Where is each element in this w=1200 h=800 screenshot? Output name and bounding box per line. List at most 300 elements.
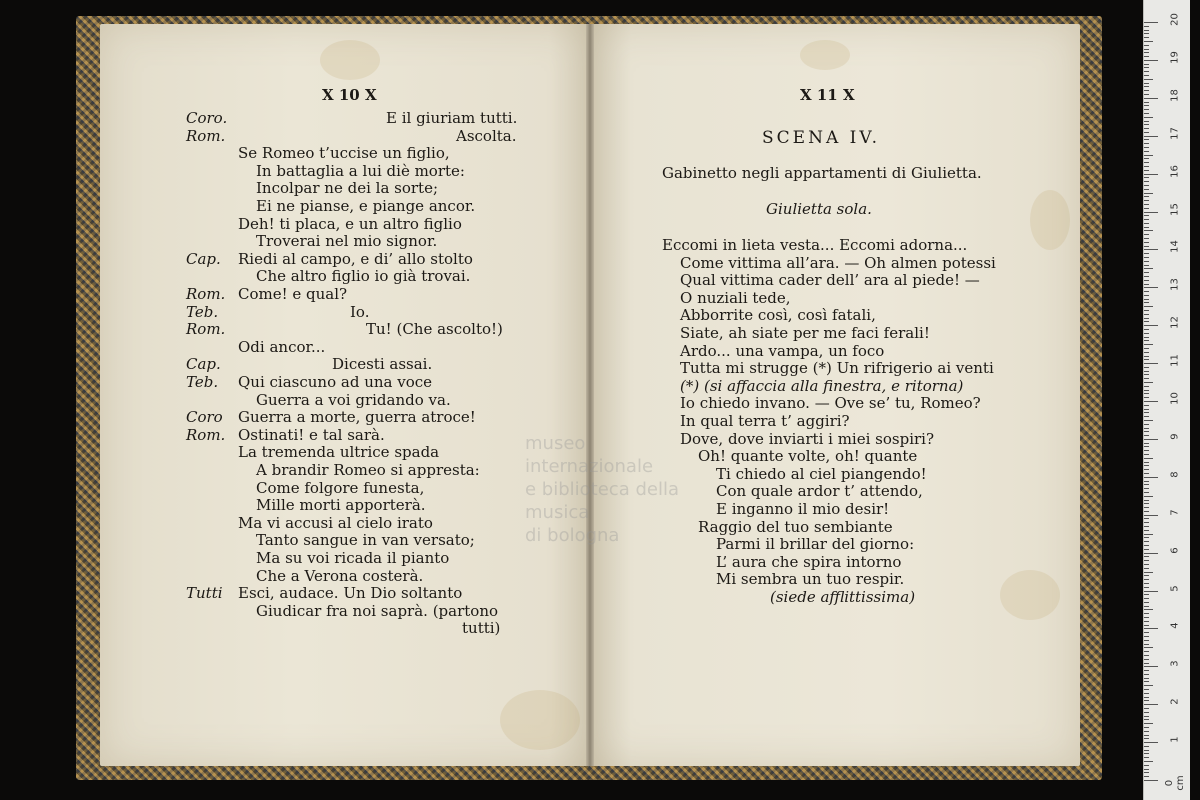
ruler-tick <box>1144 219 1149 220</box>
ruler-tick <box>1144 606 1149 607</box>
ruler-tick <box>1144 738 1149 739</box>
ruler-tick <box>1144 776 1149 777</box>
verse-line: Come! e qual? <box>238 285 348 303</box>
ruler-tick <box>1144 105 1149 106</box>
ruler-tick <box>1144 757 1149 758</box>
verse-line: Riedi al campo, e di’ allo stolto <box>238 249 473 268</box>
ruler-label: 4 <box>1169 622 1181 630</box>
ruler-tick <box>1144 174 1158 175</box>
verse-line: Esci, audace. Un Dio soltanto <box>238 584 463 603</box>
ruler-tick <box>1144 329 1149 330</box>
verse-line: Come vittima all’ara. — Oh almen potessi <box>680 253 996 272</box>
watermark-line: di bologna <box>525 525 620 546</box>
ruler-tick <box>1144 469 1149 470</box>
ruler-tick <box>1144 79 1153 80</box>
verse-line: Qual vittima cader dell’ ara al piede! — <box>680 271 980 290</box>
book-gutter <box>586 24 594 766</box>
ruler-tick <box>1144 712 1149 713</box>
verse-line: Guerra a morte, guerra atroce! <box>238 408 476 427</box>
verse-line: Ma su voi ricada il pianto <box>256 549 450 567</box>
ruler-tick <box>1144 545 1149 546</box>
verse-line: O nuziali tede, <box>680 288 791 307</box>
ruler-tick <box>1144 45 1149 46</box>
verse-line: Tutta mi strugge (*) Un rifrigerio ai venti <box>680 359 994 378</box>
ruler-tick <box>1144 234 1149 235</box>
verse-line: Mi sembra un tuo respir. <box>716 570 905 589</box>
ruler-tick <box>1144 83 1149 84</box>
verse-line: Deh! ti placa, e un altro figlio <box>238 214 462 233</box>
left-page-folio: X 10 X <box>322 86 377 104</box>
ruler-label: 5 <box>1169 584 1181 592</box>
ruler-tick <box>1144 193 1153 194</box>
ruler-tick <box>1144 450 1149 451</box>
ruler-tick <box>1144 71 1149 72</box>
ruler-tick <box>1144 663 1149 664</box>
ruler-tick <box>1144 268 1153 269</box>
ruler-tick <box>1144 306 1153 307</box>
ruler-tick <box>1144 655 1149 656</box>
ruler-tick <box>1144 723 1153 724</box>
verse-line: Io chiedo invano. — Ove se’ tu, Romeo? <box>680 394 981 413</box>
ruler-label: 20 <box>1169 13 1181 26</box>
ruler-tick <box>1144 473 1149 474</box>
verse-line: In qual terra t’ aggiri? <box>680 412 850 430</box>
ruler-tick <box>1144 86 1149 87</box>
ruler-tick <box>1144 769 1149 770</box>
verse-line: Qui ciascuno ad una voce <box>238 373 433 391</box>
verse-line: Io. <box>350 302 370 321</box>
ruler-tick <box>1144 166 1149 167</box>
ruler-tick <box>1144 302 1149 303</box>
ruler-tick <box>1144 340 1149 341</box>
ruler-tick <box>1144 488 1149 489</box>
ruler-tick <box>1144 386 1149 387</box>
verse-line: Raggio del tuo sembiante <box>698 517 893 536</box>
ruler-tick <box>1144 276 1149 277</box>
verse-line: Giudicar fra noi saprà. (partono <box>256 601 499 620</box>
ruler-tick <box>1144 139 1149 140</box>
speaker-label: Cap. <box>186 355 221 374</box>
ruler-label: 13 <box>1169 278 1181 292</box>
ruler-tick <box>1144 424 1149 425</box>
ruler-tick <box>1144 242 1149 243</box>
verse-line: L’ aura che spira intorno <box>716 552 902 571</box>
ruler-tick <box>1144 462 1149 463</box>
verse-line: Tanto sangue in van versato; <box>256 531 475 550</box>
ruler-label: 0 cm <box>1164 775 1186 791</box>
ruler-tick <box>1144 280 1149 281</box>
ruler-tick <box>1144 556 1149 557</box>
verse-line: Ascolta. <box>456 126 517 145</box>
ruler-tick <box>1144 393 1149 394</box>
verse-line: Troverai nel mio signor. <box>256 232 438 251</box>
ruler-tick <box>1144 526 1149 527</box>
ruler-tick <box>1144 117 1153 118</box>
watermark <box>525 432 685 547</box>
ruler-tick <box>1144 681 1149 682</box>
ruler-tick <box>1144 537 1149 538</box>
ruler-tick <box>1144 685 1153 686</box>
verse-line: Incolpar ne dei la sorte; <box>256 179 439 198</box>
ruler-tick <box>1144 151 1149 152</box>
ruler-tick <box>1144 405 1149 406</box>
ruler-tick <box>1144 632 1149 633</box>
ruler-label: 12 <box>1169 316 1181 330</box>
verse-line: tutti) <box>462 619 501 638</box>
verse-line: Guerra a voi gridando va. <box>256 390 451 409</box>
ruler-tick <box>1144 534 1153 535</box>
verse-line: Tu! (Che ascolto!) <box>366 320 503 339</box>
ruler-tick <box>1144 227 1149 228</box>
ruler-tick <box>1144 56 1149 57</box>
ruler-tick <box>1144 344 1153 345</box>
verse-line: E inganno il mio desir! <box>716 500 890 518</box>
verse-line: Eccomi in lieta vesta... Eccomi adorna... <box>662 236 968 254</box>
ruler-tick <box>1144 780 1158 781</box>
verse-line: Ma vi accusi al cielo irato <box>238 513 433 532</box>
ruler-tick <box>1144 651 1149 652</box>
ruler-tick <box>1144 94 1149 95</box>
scene-heading: SCENA IV. <box>762 128 881 148</box>
speaker-label: Rom. <box>186 285 226 303</box>
ruler-tick <box>1144 367 1149 368</box>
ruler-tick <box>1144 359 1149 360</box>
speaker-label: Cap. <box>186 249 221 268</box>
ruler-tick <box>1144 409 1149 410</box>
verse-line: La tremenda ultrice spada <box>238 443 440 462</box>
verse-line: (siede afflittissima) <box>770 588 916 606</box>
ruler-tick <box>1144 215 1149 216</box>
ruler-tick <box>1144 49 1149 50</box>
ruler-tick <box>1144 124 1149 125</box>
verse-line: Odi ancor... <box>238 337 326 356</box>
ruler-tick <box>1144 67 1149 68</box>
ruler-label: 1 <box>1169 736 1181 743</box>
speaker-label: Teb. <box>186 373 219 391</box>
verse-line: Ti chiedo al ciel piangendo! <box>716 464 927 483</box>
verse-line: Abborrite così, così fatali, <box>680 306 876 325</box>
ruler-tick <box>1144 666 1158 667</box>
ruler-tick <box>1144 700 1149 701</box>
ruler-tick <box>1144 693 1149 694</box>
paper-stain <box>1000 570 1060 620</box>
verse-line: Dove, dove inviarti i miei sospiri? <box>680 429 934 448</box>
ruler-tick <box>1144 299 1149 300</box>
verse-line: (*) (si affaccia alla finestra, e ritorna) <box>680 376 964 395</box>
ruler-tick <box>1144 439 1158 440</box>
ruler-tick <box>1144 113 1149 114</box>
ruler-tick <box>1144 253 1149 254</box>
character-direction: Giulietta sola. <box>766 200 872 218</box>
ruler-tick <box>1144 496 1153 497</box>
verse-line: Che altro figlio io già trovai. <box>256 267 471 286</box>
right-page-folio: X 11 X <box>800 86 855 104</box>
ruler-tick <box>1144 583 1149 584</box>
ruler-tick <box>1144 378 1149 379</box>
ruler-label: 19 <box>1169 51 1181 64</box>
ruler-tick <box>1144 731 1149 732</box>
ruler-tick <box>1144 465 1149 466</box>
ruler-tick <box>1144 30 1149 31</box>
ruler-tick <box>1144 609 1153 610</box>
ruler-tick <box>1144 492 1149 493</box>
ruler-tick <box>1144 382 1153 383</box>
ruler-tick <box>1144 674 1149 675</box>
ruler-tick <box>1144 765 1149 766</box>
ruler-tick <box>1144 325 1158 326</box>
verse-line: Siate, ah siate per me faci ferali! <box>680 324 930 342</box>
ruler-tick <box>1144 52 1149 53</box>
ruler-tick <box>1144 689 1149 690</box>
ruler-tick <box>1144 704 1158 705</box>
ruler-tick <box>1144 522 1149 523</box>
ruler-tick <box>1144 446 1149 447</box>
verse-line: Come folgore funesta, <box>256 478 425 497</box>
ruler-label: 8 <box>1169 471 1181 478</box>
ruler-tick <box>1144 208 1149 209</box>
ruler-tick <box>1144 246 1149 247</box>
ruler-tick <box>1144 591 1158 592</box>
ruler-tick <box>1144 670 1149 671</box>
speaker-label: Rom. <box>186 126 226 145</box>
ruler-tick <box>1144 143 1149 144</box>
ruler-tick <box>1144 750 1149 751</box>
ruler-tick <box>1144 617 1149 618</box>
scene-setting: Gabinetto negli appartamenti di Giulietta. <box>662 164 982 182</box>
ruler-tick <box>1144 64 1149 65</box>
ruler-tick <box>1144 628 1158 629</box>
measurement-ruler <box>1143 0 1190 800</box>
ruler-tick <box>1144 549 1149 550</box>
ruler-tick <box>1144 602 1149 603</box>
speaker-label: Teb. <box>186 302 219 321</box>
ruler-label: 6 <box>1169 546 1181 554</box>
watermark-line: museo internazionale <box>525 433 654 477</box>
ruler-tick <box>1144 412 1149 413</box>
ruler-tick <box>1144 177 1149 178</box>
ruler-tick <box>1144 352 1149 353</box>
ruler-tick <box>1144 41 1153 42</box>
ruler-tick <box>1144 560 1149 561</box>
ruler-tick <box>1144 291 1149 292</box>
ruler-tick <box>1144 261 1149 262</box>
ruler-tick <box>1144 132 1149 133</box>
ruler-tick <box>1144 431 1149 432</box>
ruler-label: 14 <box>1169 240 1181 254</box>
ruler-tick <box>1144 314 1149 315</box>
ruler-tick <box>1144 238 1149 239</box>
verse-line: Parmi il brillar del giorno: <box>716 535 915 554</box>
verse-line: Dicesti assai. <box>332 355 433 374</box>
ruler-tick <box>1144 553 1158 554</box>
ruler-label: 18 <box>1169 88 1181 102</box>
ruler-tick <box>1144 98 1158 99</box>
ruler-tick <box>1144 708 1149 709</box>
ruler-label: 3 <box>1169 660 1181 667</box>
verse-line: Ostinati! e tal sarà. <box>238 425 385 444</box>
ruler-tick <box>1144 136 1158 137</box>
ruler-tick <box>1144 401 1158 402</box>
ruler-label: 7 <box>1169 509 1181 516</box>
ruler-tick <box>1144 397 1149 398</box>
ruler-label: 2 <box>1169 698 1181 705</box>
ruler-tick <box>1144 374 1149 375</box>
ruler-tick <box>1144 363 1158 364</box>
ruler-tick <box>1144 621 1149 622</box>
ruler-tick <box>1144 189 1149 190</box>
ruler-tick <box>1144 310 1149 311</box>
ruler-label: 9 <box>1169 433 1181 440</box>
ruler-tick <box>1144 230 1153 231</box>
ruler-tick <box>1144 272 1149 273</box>
ruler-tick <box>1144 515 1158 516</box>
ruler-tick <box>1144 185 1149 186</box>
ruler-tick <box>1144 295 1149 296</box>
ruler-tick <box>1144 481 1149 482</box>
ruler-tick <box>1144 659 1149 660</box>
ruler-tick <box>1144 716 1149 717</box>
ruler-tick <box>1144 204 1149 205</box>
ruler-tick <box>1144 636 1149 637</box>
verse-line: Che a Verona costerà. <box>256 566 424 585</box>
speaker-label: Coro. <box>186 109 228 127</box>
ruler-tick <box>1144 102 1149 103</box>
ruler-tick <box>1144 477 1158 478</box>
ruler-tick <box>1144 170 1149 171</box>
verse-line: Ei ne pianse, e piange ancor. <box>256 197 476 215</box>
ruler-tick <box>1144 719 1149 720</box>
ruler-tick <box>1144 249 1158 250</box>
ruler-tick <box>1144 541 1149 542</box>
ruler-tick <box>1144 647 1153 648</box>
ruler-tick <box>1144 333 1149 334</box>
ruler-tick <box>1144 443 1149 444</box>
ruler-tick <box>1144 390 1149 391</box>
ruler-tick <box>1144 371 1149 372</box>
ruler-tick <box>1144 155 1153 156</box>
ruler-label: 17 <box>1169 126 1181 140</box>
ruler-tick <box>1144 594 1149 595</box>
ruler-tick <box>1144 598 1149 599</box>
ruler-tick <box>1144 428 1149 429</box>
ruler-tick <box>1144 625 1149 626</box>
paper-stain <box>800 40 850 70</box>
ruler-tick <box>1144 212 1158 213</box>
ruler-tick <box>1144 644 1149 645</box>
paper-stain <box>320 40 380 80</box>
speaker-label: Tutti <box>186 584 223 603</box>
ruler-tick <box>1144 772 1149 773</box>
speaker-label: Coro <box>186 408 223 427</box>
verse-line: Se Romeo t’uccise un figlio, <box>238 144 450 163</box>
ruler-tick <box>1144 575 1149 576</box>
ruler-tick <box>1144 147 1149 148</box>
ruler-tick <box>1144 420 1153 421</box>
ruler-tick <box>1144 200 1149 201</box>
ruler-tick <box>1144 348 1149 349</box>
ruler-tick <box>1144 518 1149 519</box>
ruler-tick <box>1144 284 1149 285</box>
paper-stain <box>500 690 580 750</box>
ruler-tick <box>1144 678 1149 679</box>
verse-line: E il giuriam tutti. <box>386 109 518 127</box>
ruler-label: 15 <box>1169 202 1181 216</box>
ruler-tick <box>1144 158 1149 159</box>
ruler-tick <box>1144 572 1153 573</box>
ruler-tick <box>1144 22 1158 23</box>
ruler-tick <box>1144 568 1149 569</box>
ruler-tick <box>1144 128 1149 129</box>
ruler-tick <box>1144 121 1149 122</box>
paper-stain <box>1030 190 1070 250</box>
speaker-label: Rom. <box>186 320 226 339</box>
ruler-tick <box>1144 33 1149 34</box>
ruler-tick <box>1144 181 1149 182</box>
ruler-tick <box>1144 26 1149 27</box>
ruler-tick <box>1144 90 1149 91</box>
ruler-tick <box>1144 356 1149 357</box>
ruler-tick <box>1144 257 1149 258</box>
ruler-tick <box>1144 753 1149 754</box>
ruler-tick <box>1144 742 1158 743</box>
ruler-tick <box>1144 416 1149 417</box>
ruler-tick <box>1144 564 1149 565</box>
ruler-tick <box>1144 37 1149 38</box>
ruler-tick <box>1144 162 1149 163</box>
ruler-tick <box>1144 640 1149 641</box>
ruler-tick <box>1144 287 1158 288</box>
ruler-tick <box>1144 484 1149 485</box>
ruler-label: 11 <box>1169 354 1181 367</box>
ruler-tick <box>1144 503 1149 504</box>
ruler-tick <box>1144 321 1149 322</box>
ruler-tick <box>1144 697 1149 698</box>
ruler-tick <box>1144 500 1149 501</box>
ruler-tick <box>1144 60 1158 61</box>
ruler-tick <box>1144 458 1153 459</box>
ruler-tick <box>1144 579 1149 580</box>
ruler-tick <box>1144 746 1149 747</box>
ruler-tick <box>1144 109 1149 110</box>
verse-line: Con quale ardor t’ attendo, <box>716 482 923 501</box>
watermark-line: e biblioteca della musica <box>525 479 679 523</box>
ruler-tick <box>1144 735 1149 736</box>
verse-line: Oh! quante volte, oh! quante <box>698 447 918 466</box>
verse-line: Mille morti apporterà. <box>256 496 426 515</box>
ruler-tick <box>1144 265 1149 266</box>
ruler-tick <box>1144 587 1149 588</box>
ruler-tick <box>1144 613 1149 614</box>
ruler-tick <box>1144 337 1149 338</box>
ruler-tick <box>1144 727 1149 728</box>
ruler-tick <box>1144 507 1149 508</box>
ruler-label: 10 <box>1169 392 1181 405</box>
verse-line: Ardo... una vampa, un foco <box>680 341 885 360</box>
ruler-tick <box>1144 75 1149 76</box>
ruler-tick <box>1144 530 1149 531</box>
verse-line: In battaglia a lui diè morte: <box>256 161 465 180</box>
ruler-tick <box>1144 435 1149 436</box>
ruler-tick <box>1144 454 1149 455</box>
ruler-tick <box>1144 223 1149 224</box>
speaker-label: Rom. <box>186 425 226 444</box>
ruler-tick <box>1144 196 1149 197</box>
ruler-tick <box>1144 511 1149 512</box>
ruler-tick <box>1144 761 1153 762</box>
verse-line: A brandir Romeo si appresta: <box>256 461 480 479</box>
ruler-tick <box>1144 318 1149 319</box>
ruler-label: 16 <box>1169 164 1181 178</box>
